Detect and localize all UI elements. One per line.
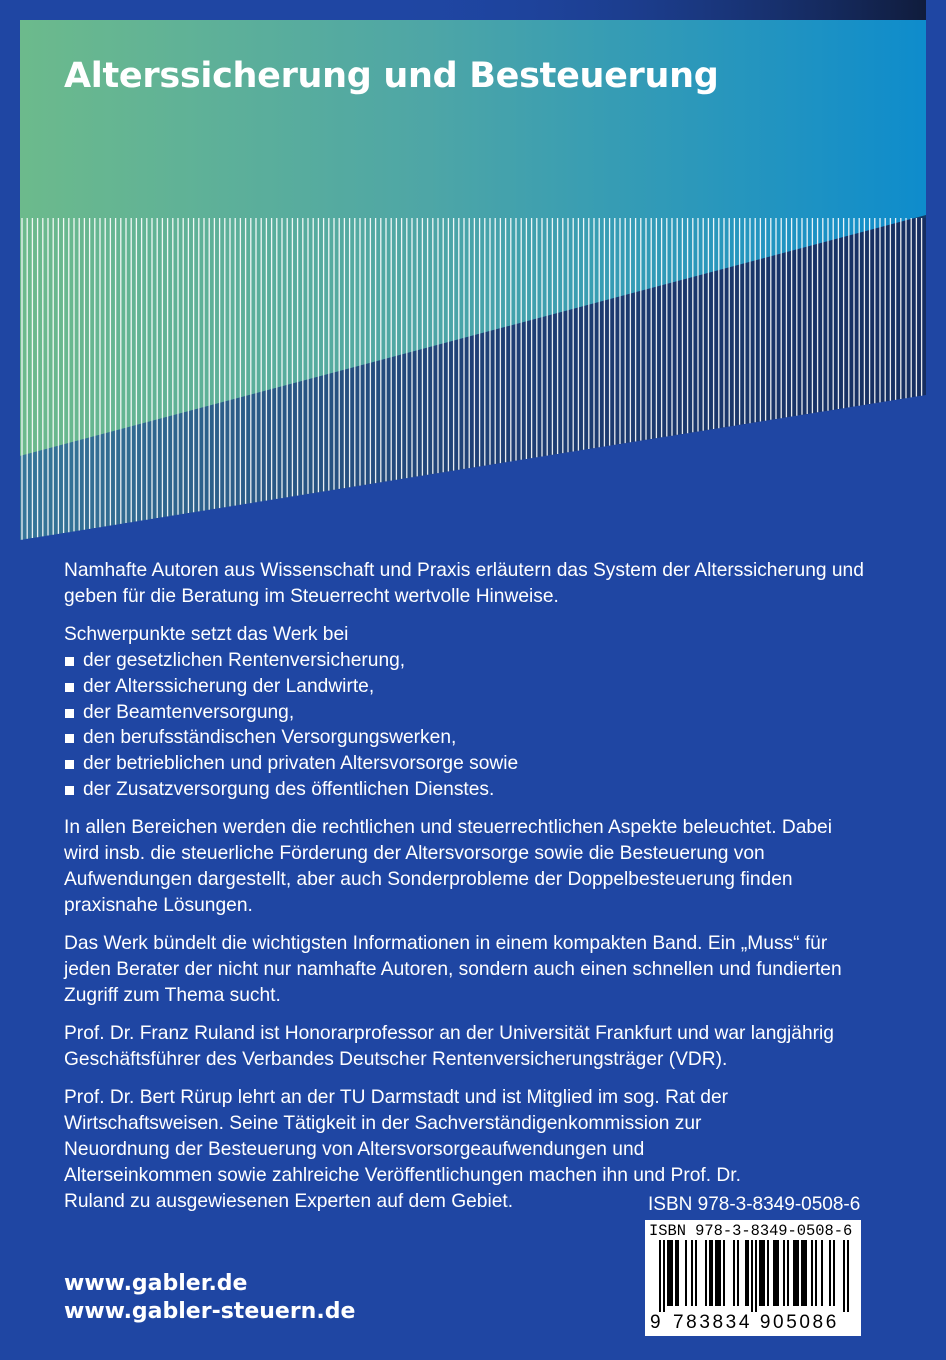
barcode-bar	[659, 1240, 661, 1312]
barcode-bar	[709, 1240, 711, 1306]
focus-list	[64, 648, 864, 803]
barcode-bar	[793, 1240, 795, 1306]
bullet-square-icon	[65, 709, 74, 718]
aspects-paragraph: In allen Bereichen werden die rechtlichen und steuerrechtlichen Aspekte beleuchtet. Dabei wird insb. die steuerliche Förderung der Altersvorsorge sowie die Besteuerung von Aufwendungen dargestellt, aber auch Sonderprobleme der Doppelbesteuerung finden praxisnahe Lösungen.	[64, 816, 832, 916]
barcode-bar	[685, 1240, 687, 1306]
barcode-bar	[719, 1240, 721, 1306]
barcode-isbn-text: ISBN 978-3-8349-0508-6	[649, 1222, 853, 1240]
barcode-bar	[733, 1240, 735, 1306]
barcode-bar	[755, 1240, 757, 1312]
barcode-bar	[675, 1240, 677, 1306]
url-gabler[interactable]: www.gabler.de	[64, 1271, 248, 1296]
barcode-bar	[723, 1240, 725, 1306]
barcode-bar	[763, 1240, 765, 1306]
barcode-bar	[663, 1240, 665, 1312]
barcode-bar	[805, 1240, 807, 1306]
list-item: der Beamtenversorgung,	[64, 700, 864, 726]
barcode-bar	[847, 1240, 849, 1312]
blurb-text	[64, 558, 864, 1227]
author-ruerup-bio: Prof. Dr. Bert Rürup lehrt an der TU Darmstadt und ist Mitglied im sog. Rat der Wirtschaftsweisen. Seine Tätigkeit in der Sachverständigenkommission zur Neuordnung der Besteuerung von Altersvorsorgeaufwendungen und Alterseinkommen sowie zahlreiche Veröffentlichungen machen ihn und Prof. Dr. Ruland zu ausgewiesenen Experten auf dem Gebiet.	[64, 1086, 741, 1212]
list-item: den berufsständischen Versorgungswerken,	[64, 725, 864, 751]
intro-paragraph: Namhafte Autoren aus Wissenschaft und Praxis erläutern das System der Alterssicherung und geben für die Beratung im Steuerrecht wertvolle Hinweise.	[64, 560, 864, 607]
barcode-bar	[715, 1240, 717, 1306]
isbn-label: ISBN 978-3-8349-0508-6	[648, 1194, 861, 1215]
barcode-bar	[795, 1240, 797, 1306]
publisher-links	[64, 1270, 355, 1326]
list-item: der Zusatzversorgung des öffentlichen Dienstes.	[64, 777, 864, 803]
bundle-paragraph: Das Werk bündelt die wichtigsten Informationen in einem kompakten Band. Ein „Muss“ für jeden Berater der nicht nur namhafte Autoren, sondern auch einen schnellen und fundierten Zugriff zum Thema sucht.	[64, 932, 842, 1006]
barcode-bar	[843, 1240, 845, 1312]
barcode-bar	[829, 1240, 831, 1306]
list-item: der Alterssicherung der Landwirte,	[64, 674, 864, 700]
barcode-bar	[767, 1240, 769, 1306]
barcode-bar	[671, 1240, 673, 1306]
barcode-bar	[821, 1240, 823, 1306]
barcode-bar	[737, 1240, 739, 1306]
bullet-square-icon	[65, 734, 74, 743]
barcode-bar	[667, 1240, 669, 1306]
bullet-square-icon	[65, 786, 74, 795]
url-gabler-steuern[interactable]: www.gabler-steuern.de	[64, 1299, 356, 1324]
barcode-bar	[747, 1240, 749, 1306]
barcode-bar	[811, 1240, 813, 1306]
barcode-bar	[711, 1240, 713, 1306]
barcode-bar	[717, 1240, 719, 1306]
barcode	[645, 1220, 861, 1336]
bullet-square-icon	[65, 657, 74, 666]
barcode-bar	[803, 1240, 805, 1306]
barcode-bars	[645, 1240, 861, 1312]
barcode-bar	[761, 1240, 763, 1306]
bullet-square-icon	[65, 683, 74, 692]
barcode-bar	[815, 1240, 817, 1306]
focus-intro: Schwerpunkte setzt das Werk bei	[64, 624, 349, 645]
barcode-bar	[677, 1240, 679, 1306]
ean-first-digit: 9	[650, 1312, 661, 1333]
list-item: der betrieblichen und privaten Altersvorsorge sowie	[64, 751, 864, 777]
barcode-bar	[705, 1240, 707, 1306]
barcode-bar	[833, 1240, 835, 1306]
barcode-bar	[783, 1240, 785, 1306]
barcode-bar	[691, 1240, 693, 1306]
barcode-bar	[801, 1240, 803, 1306]
barcode-bar	[751, 1240, 753, 1312]
author-ruland-bio: Prof. Dr. Franz Ruland ist Honorarprofessor an der Universität Frankfurt und war langjährig Geschäftsführer des Verbandes Deutscher Rentenversicherungsträger (VDR).	[64, 1022, 834, 1070]
barcode-bar	[777, 1240, 779, 1306]
barcode-bar	[669, 1240, 671, 1306]
barcode-bar	[787, 1240, 789, 1306]
barcode-bar	[797, 1240, 799, 1306]
barcode-bar	[745, 1240, 747, 1306]
barcode-bar	[759, 1240, 761, 1306]
list-item: der gesetzlichen Rentenversicherung,	[64, 648, 864, 674]
barcode-bar	[695, 1240, 697, 1306]
ean-digits: 783834 905086	[673, 1312, 839, 1333]
book-title: Alterssicherung und Besteuerung	[64, 56, 719, 96]
bullet-square-icon	[65, 760, 74, 769]
barcode-bar	[773, 1240, 775, 1306]
barcode-bar	[775, 1240, 777, 1306]
